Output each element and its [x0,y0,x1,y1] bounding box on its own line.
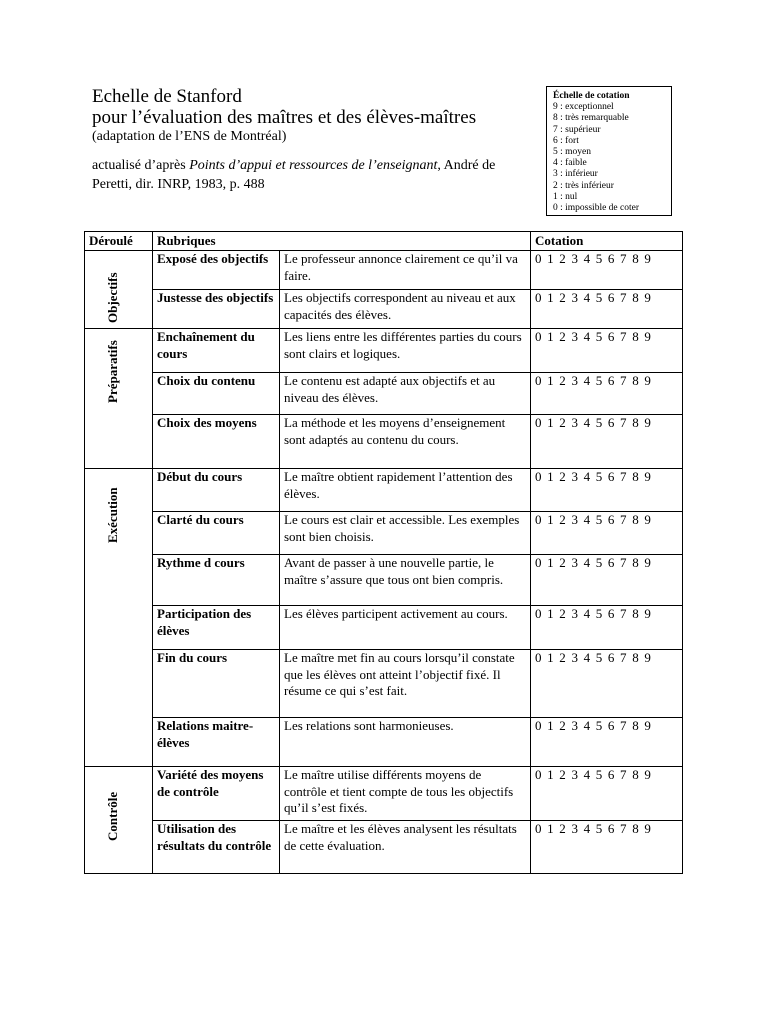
criterion: Variété des moyens de contrôle [153,767,280,821]
source-prefix: actualisé d’après [92,158,190,173]
criterion-description: Le contenu est adapté aux objectifs et au niveau des élèves. [280,373,531,415]
header-rubric: Rubriques [153,232,531,251]
criterion: Relations maitre-élèves [153,718,280,767]
rating-scale-options: 0 1 2 3 4 5 6 7 8 9 [531,415,683,469]
criterion-description: Le cours est clair et accessible. Les exemples sont bien choisis. [280,512,531,555]
criterion-description: Le maître et les élèves analysent les résultats de cette évaluation. [280,821,531,874]
table-header-row [85,232,683,251]
table-row [85,290,683,329]
criterion-description: Le maître met fin au cours lorsqu’il constate que les élèves ont atteint l’objectif fixé. Il résume ce qui s’est fait. [280,650,531,718]
table-row [85,650,683,718]
rating-scale-options: 0 1 2 3 4 5 6 7 8 9 [531,821,683,874]
criterion-description: Les élèves participent activement au cours. [280,606,531,650]
section-label: Préparatifs [105,340,120,403]
table-row [85,555,683,606]
table-row [85,718,683,767]
section-cell [85,469,153,767]
rating-scale-options: 0 1 2 3 4 5 6 7 8 9 [531,290,683,329]
rating-scale-item: 4 : faible [553,158,587,169]
table-row [85,469,683,512]
table-row [85,767,683,821]
rating-scale-item: 5 : moyen [553,147,591,158]
rating-scale-item: 8 : très remarquable [553,113,629,124]
section-cell [85,767,153,874]
criterion: Début du cours [153,469,280,512]
criterion: Choix des moyens [153,415,280,469]
criterion-description: Les objectifs correspondent au niveau et aux capacités des élèves. [280,290,531,329]
rating-scale-options: 0 1 2 3 4 5 6 7 8 9 [531,767,683,821]
table-row [85,251,683,290]
section-label: Exécution [105,487,120,543]
rating-scale-options: 0 1 2 3 4 5 6 7 8 9 [531,718,683,767]
rating-scale-options: 0 1 2 3 4 5 6 7 8 9 [531,650,683,718]
table-body [85,251,683,874]
document-title: Echelle de Stanford [92,86,242,107]
rating-scale-item: 7 : supérieur [553,124,601,135]
criterion: Exposé des objectifs [153,251,280,290]
criterion: Utilisation des résultats du contrôle [153,821,280,874]
rating-scale-legend [546,86,672,216]
evaluation-table [84,231,683,874]
criterion: Choix du contenu [153,373,280,415]
source-book-title: Points d’appui et ressources de l’enseignant [189,158,438,173]
criterion-description: Les relations sont harmonieuses. [280,718,531,767]
criterion-description: Le professeur annonce clairement ce qu’il va faire. [280,251,531,290]
criterion: Enchaînement du cours [153,329,280,373]
section-label: Objectifs [105,272,120,323]
section-cell [85,329,153,469]
header-section: Déroulé [85,232,153,251]
table-row [85,821,683,874]
rating-scale-options: 0 1 2 3 4 5 6 7 8 9 [531,512,683,555]
table-row [85,606,683,650]
rating-scale-options: 0 1 2 3 4 5 6 7 8 9 [531,251,683,290]
criterion-description: Le maître utilise différents moyens de contrôle et tient compte de tous les objectifs qu’il s’est fixés. [280,767,531,821]
document-subtitle: (adaptation de l’ENS de Montréal) [92,129,287,144]
criterion-description: Le maître obtient rapidement l’attention des élèves. [280,469,531,512]
rating-scale-item: 1 : nul [553,191,578,202]
rating-scale-options: 0 1 2 3 4 5 6 7 8 9 [531,329,683,373]
section-cell [85,251,153,329]
rating-scale-title: Échelle de cotation [553,91,630,101]
criterion: Participation des élèves [153,606,280,650]
rating-scale-item: 3 : inférieur [553,169,598,180]
table-row [85,329,683,373]
rating-scale-item: 6 : fort [553,135,579,146]
criterion: Clarté du cours [153,512,280,555]
rating-scale-list [553,102,665,214]
criterion-description: Les liens entre les différentes parties du cours sont clairs et logiques. [280,329,531,373]
rating-scale-options: 0 1 2 3 4 5 6 7 8 9 [531,555,683,606]
criterion-description: La méthode et les moyens d’enseignement sont adaptés au contenu du cours. [280,415,531,469]
criterion-description: Avant de passer à une nouvelle partie, le maître s’assure que tous ont bien compris. [280,555,531,606]
document-header [92,86,532,194]
rating-scale-options: 0 1 2 3 4 5 6 7 8 9 [531,606,683,650]
table-row [85,373,683,415]
header-rating: Cotation [531,232,683,251]
source-citation [92,156,532,194]
criterion: Rythme d cours [153,555,280,606]
rating-scale-item: 2 : très inférieur [553,180,614,191]
rating-scale-options: 0 1 2 3 4 5 6 7 8 9 [531,373,683,415]
table-row [85,512,683,555]
section-label: Contrôle [105,791,120,841]
table-row [85,415,683,469]
source-suffix: , André de Peretti, dir. INRP, 1983, p. 488 [92,158,496,192]
criterion: Justesse des objectifs [153,290,280,329]
criterion: Fin du cours [153,650,280,718]
rating-scale-item: 0 : impossible de coter [553,203,640,214]
rating-scale-item: 9 : exceptionnel [553,102,614,113]
document-title-line2: pour l’évaluation des maîtres et des élèves-maîtres [92,107,477,128]
rating-scale-options: 0 1 2 3 4 5 6 7 8 9 [531,469,683,512]
